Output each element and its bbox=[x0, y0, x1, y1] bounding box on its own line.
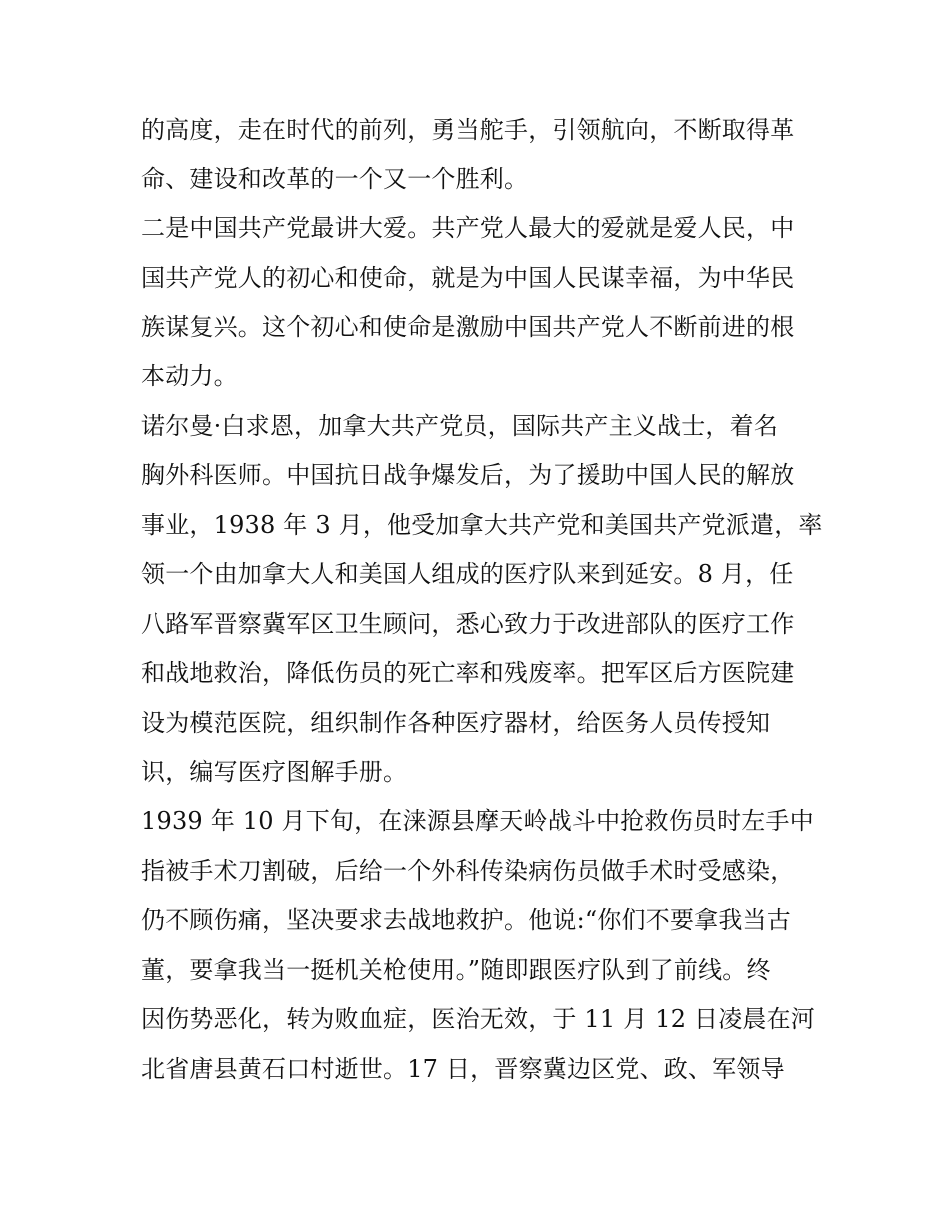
text-line-14: 识，编写医疗图解手册。 bbox=[141, 758, 408, 786]
text-line-4: 国共产党人的初心和使命，就是为中国人民谋幸福，为中华民 bbox=[141, 264, 795, 292]
text-line-9: 事业，1938 年 3 月，他受加拿大共产党和美国共产党派遣，率 bbox=[141, 511, 823, 539]
text-line-5: 族谋复兴。这个初心和使命是激励中国共产党人不断前进的根 bbox=[141, 313, 795, 341]
text-line-3: 二是中国共产党最讲大爱。共产党人最大的爱就是爱人民，中 bbox=[141, 214, 795, 242]
text-line-20: 北省唐县黄石口村逝世。17 日，晋察冀边区党、政、军领导 bbox=[141, 1055, 785, 1083]
text-line-19: 因伤势恶化，转为败血症，医治无效，于 11 月 12 日凌晨在河 bbox=[141, 1005, 815, 1033]
text-line-1: 的高度，走在时代的前列，勇当舵手，引领航向，不断取得革 bbox=[141, 116, 795, 144]
text-line-16: 指被手术刀割破，后给一个外科传染病伤员做手术时受感染， bbox=[141, 857, 795, 885]
text-line-10: 领一个由加拿大人和美国人组成的医疗队来到延安。8 月，任 bbox=[141, 560, 794, 588]
text-line-18: 董，要拿我当一挺机关枪使用。”随即跟医疗队到了前线。终 bbox=[141, 956, 771, 984]
text-line-12: 和战地救治，降低伤员的死亡率和残废率。把军区后方医院建 bbox=[141, 659, 795, 687]
text-line-13: 设为模范医院，组织制作各种医疗器材，给医务人员传授知 bbox=[141, 709, 771, 737]
text-line-17: 仍不顾伤痛，坚决要求去战地救护。他说:“你们不要拿我当古 bbox=[141, 906, 791, 934]
text-line-2: 命、建设和改革的一个又一个胜利。 bbox=[141, 165, 529, 193]
text-line-11: 八路军晋察冀军区卫生顾问，悉心致力于改进部队的医疗工作 bbox=[141, 610, 795, 638]
text-line-6: 本动力。 bbox=[141, 362, 238, 390]
text-line-15: 1939 年 10 月下旬，在涞源县摩天岭战斗中抢救伤员时左手中 bbox=[141, 807, 814, 835]
text-line-8: 胸外科医师。中国抗日战争爆发后，为了援助中国人民的解放 bbox=[141, 461, 795, 489]
text-line-7: 诺尔曼·白求恩，加拿大共产党员，国际共产主义战士，着名 bbox=[141, 412, 779, 440]
